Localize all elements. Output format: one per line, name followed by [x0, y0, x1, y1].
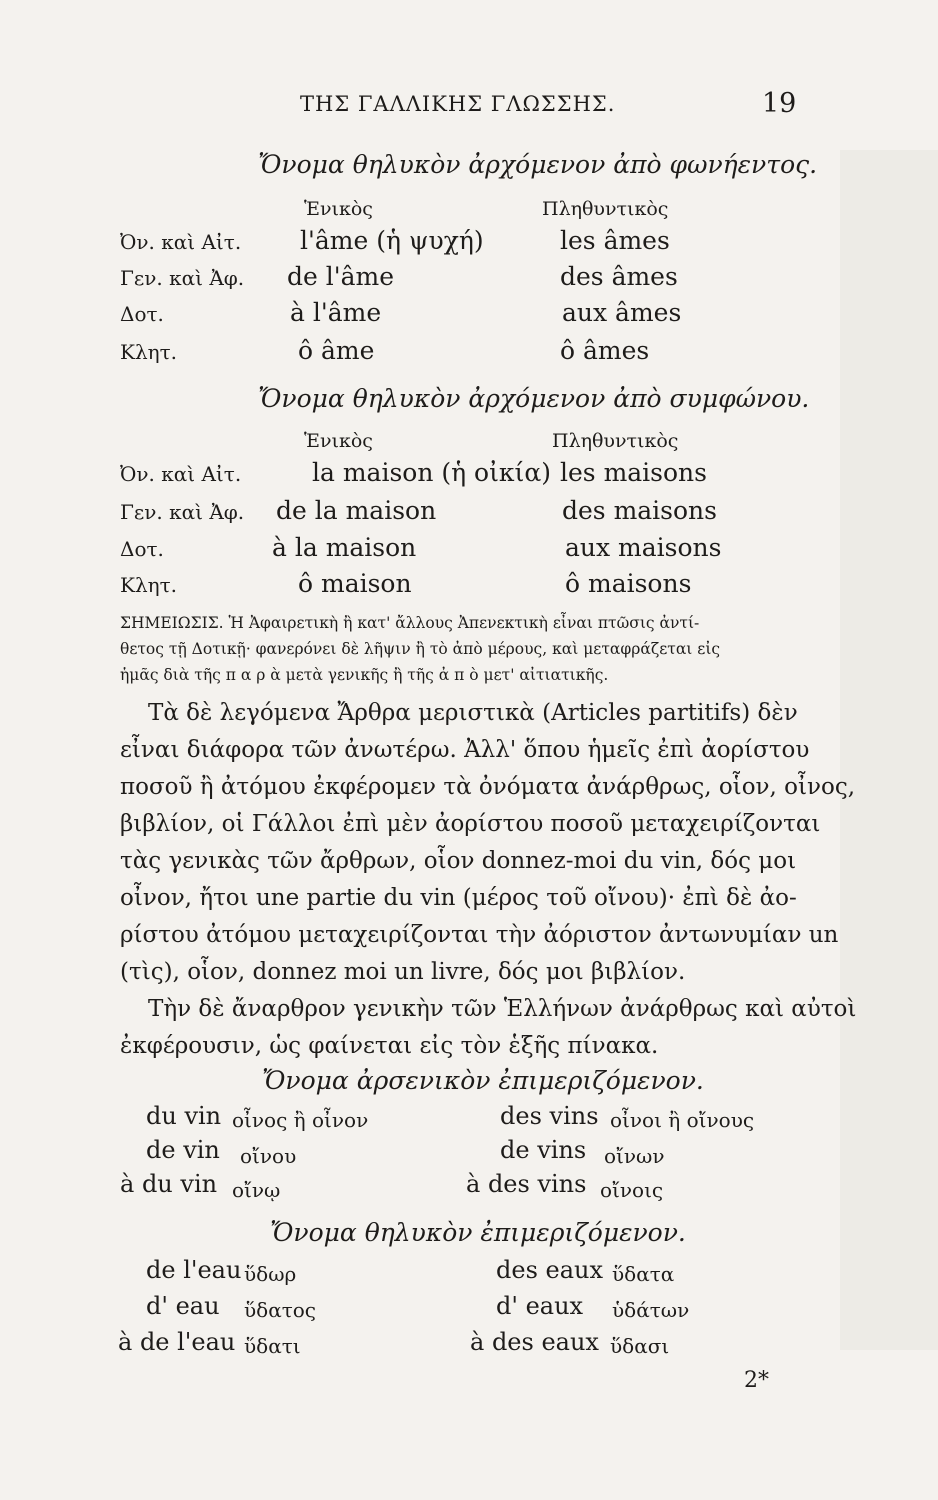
plural-greek: ὕδατα: [612, 1262, 675, 1286]
section-2-row: [0, 496, 938, 530]
singular-form: l'âme (ἡ ψυχή): [300, 226, 484, 255]
plural-form: les maisons: [560, 458, 707, 487]
section-1-col-plural: Πληθυντικὸς: [542, 198, 669, 220]
singular-french: du vin: [146, 1102, 222, 1130]
singular-greek: οἴνῳ: [232, 1178, 281, 1202]
plural-form: des âmes: [560, 262, 678, 291]
case-label: Γεν. καὶ Ἀφ.: [120, 266, 245, 290]
section-1-row: [0, 262, 938, 296]
case-label: Δοτ.: [120, 537, 164, 561]
singular-form: à l'âme: [290, 298, 382, 327]
plural-french: de vins: [500, 1136, 587, 1164]
case-label: Γεν. καὶ Ἀφ.: [120, 500, 245, 524]
plural-french: des eaux: [496, 1256, 604, 1284]
plural-greek: οἴνων: [604, 1144, 665, 1168]
plural-french: d' eaux: [496, 1292, 584, 1320]
paragraph-line: ἐκφέρουσιν, ὡς φαίνεται εἰς τὸν ἑξῆς πίνακα.: [120, 1033, 659, 1059]
plural-greek: οἶνοι ἢ οἴνους: [610, 1108, 755, 1132]
paragraph-line: ποσοῦ ἢ ἀτόμου ἐκφέρομεν τὰ ὀνόματα ἀνάρθρως, οἷον, οἶνος,: [120, 774, 856, 800]
case-label: Ὀν. καὶ Αἰτ.: [120, 230, 242, 254]
singular-form: la maison (ἡ οἰκία): [312, 458, 551, 487]
singular-form: de l'âme: [287, 262, 395, 291]
singular-french: de vin: [146, 1136, 220, 1164]
section-2-title: Ὄνομα θηλυκὸν ἀρχόμενον ἀπὸ συμφώνου.: [258, 384, 810, 413]
section-3-row: [0, 1136, 938, 1170]
paragraph-line: (τὶς), οἷον, donnez moi un livre, δός μοι βιβλίον.: [120, 959, 686, 985]
plural-form: les âmes: [560, 226, 670, 255]
paragraph-line: εἶναι διάφορα τῶν ἀνωτέρω. Ἀλλ' ὅπου ἡμεῖς ἐπὶ ἀορίστου: [120, 737, 810, 763]
section-4-row: [0, 1292, 938, 1326]
paragraph-line: Τὴν δὲ ἄναρθρον γενικὴν τῶν Ἑλλήνων ἀνάρθρως καὶ αὐτοὶ: [148, 996, 857, 1022]
paragraph-line: τὰς γενικὰς τῶν ἄρθρων, οἷον donnez-moi du vin, δός μοι: [120, 848, 797, 874]
plural-greek: ὑδάτων: [612, 1298, 690, 1322]
singular-greek: οἶνος ἢ οἶνον: [232, 1108, 369, 1132]
plural-french: à des vins: [466, 1170, 587, 1198]
section-2-row: [0, 533, 938, 567]
section-1-row: [0, 298, 938, 332]
case-label: Ὀν. καὶ Αἰτ.: [120, 462, 242, 486]
running-header: [0, 88, 938, 122]
section-2-row: [0, 458, 938, 492]
paragraph-line: βιβλίον, οἱ Γάλλοι ἐπὶ μὲν ἀορίστου ποσοῦ μεταχειρίζονται: [120, 811, 821, 837]
page-number: 19: [762, 88, 797, 119]
plural-form: aux âmes: [562, 298, 682, 327]
plural-form: des maisons: [562, 496, 717, 525]
section-4-row: [0, 1256, 938, 1290]
section-2-row: [0, 569, 938, 603]
plural-form: aux maisons: [565, 533, 722, 562]
singular-form: de la maison: [276, 496, 437, 525]
case-label: Κλητ.: [120, 340, 178, 364]
singular-form: ô âme: [298, 336, 375, 365]
section-1-row: [0, 226, 938, 260]
plural-form: ô maisons: [565, 569, 692, 598]
plural-greek: ὕδασι: [610, 1334, 670, 1358]
section-3-row: [0, 1170, 938, 1204]
paragraph-line: ρίστου ἀτόμου μεταχειρίζονται τὴν ἀόριστον ἀντωνυμίαν un: [120, 922, 839, 948]
singular-greek: οἴνου: [240, 1144, 297, 1168]
plural-greek: οἴνοις: [600, 1178, 664, 1202]
section-2-col-singular: Ἑνικὸς: [304, 430, 373, 452]
section-3-title: Ὄνομα ἀρσενικὸν ἐπιμεριζόμενον.: [262, 1066, 704, 1095]
section-4-title: Ὄνομα θηλυκὸν ἐπιμεριζόμενον.: [270, 1218, 686, 1247]
singular-form: ô maison: [298, 569, 412, 598]
case-label: Κλητ.: [120, 573, 178, 597]
section-4-row: [0, 1328, 938, 1362]
paragraph-line: Τὰ δὲ λεγόμενα Ἄρθρα μεριστικὰ (Articles partitifs) δὲν: [148, 700, 798, 726]
singular-french: de l'eau: [146, 1256, 242, 1284]
section-2-col-plural: Πληθυντικὸς: [552, 430, 679, 452]
section-1-col-singular: Ἑνικὸς: [304, 198, 373, 220]
section-1-title: Ὄνομα θηλυκὸν ἀρχόμενον ἀπὸ φωνήεντος.: [258, 150, 818, 179]
plural-french: à des eaux: [470, 1328, 599, 1356]
paragraph-line: οἶνον, ἤτοι une partie du vin (μέρος τοῦ οἴνου)· ἐπὶ δὲ ἀο-: [120, 885, 797, 911]
signature-mark: 2*: [744, 1368, 769, 1393]
note-line: θετος τῇ Δοτικῇ· φανερόνει δὲ λῆψιν ἢ τὸ ἀπὸ μέρους, καὶ μεταφράζεται εἰς: [120, 640, 721, 658]
case-label: Δοτ.: [120, 302, 164, 326]
section-3-row: [0, 1102, 938, 1136]
singular-french: d' eau: [146, 1292, 220, 1320]
section-1-row: [0, 336, 938, 370]
plural-french: des vins: [500, 1102, 599, 1130]
singular-form: à la maison: [272, 533, 417, 562]
note-line: ἡμᾶς διὰ τῆς π α ρ ὰ μετὰ γενικῆς ἢ τῆς ἀ π ὸ μετ' αἰτιατικῆς.: [120, 666, 609, 684]
running-title: ΤΗΣ ΓΑΛΛΙΚΗΣ ΓΛΩΣΣΗΣ.: [300, 92, 616, 116]
note-line: ΣΗΜΕΙΩΣΙΣ. Ἡ Ἀφαιρετικὴ ἢ κατ' ἄλλους Ἀπενεκτικὴ εἶναι πτῶσις ἀντί-: [120, 614, 700, 632]
singular-greek: ὕδατι: [244, 1334, 301, 1358]
singular-greek: ὕδωρ: [244, 1262, 297, 1286]
singular-french: à de l'eau: [118, 1328, 236, 1356]
singular-greek: ὕδατος: [244, 1298, 317, 1322]
plural-form: ô âmes: [560, 336, 650, 365]
singular-french: à du vin: [120, 1170, 218, 1198]
